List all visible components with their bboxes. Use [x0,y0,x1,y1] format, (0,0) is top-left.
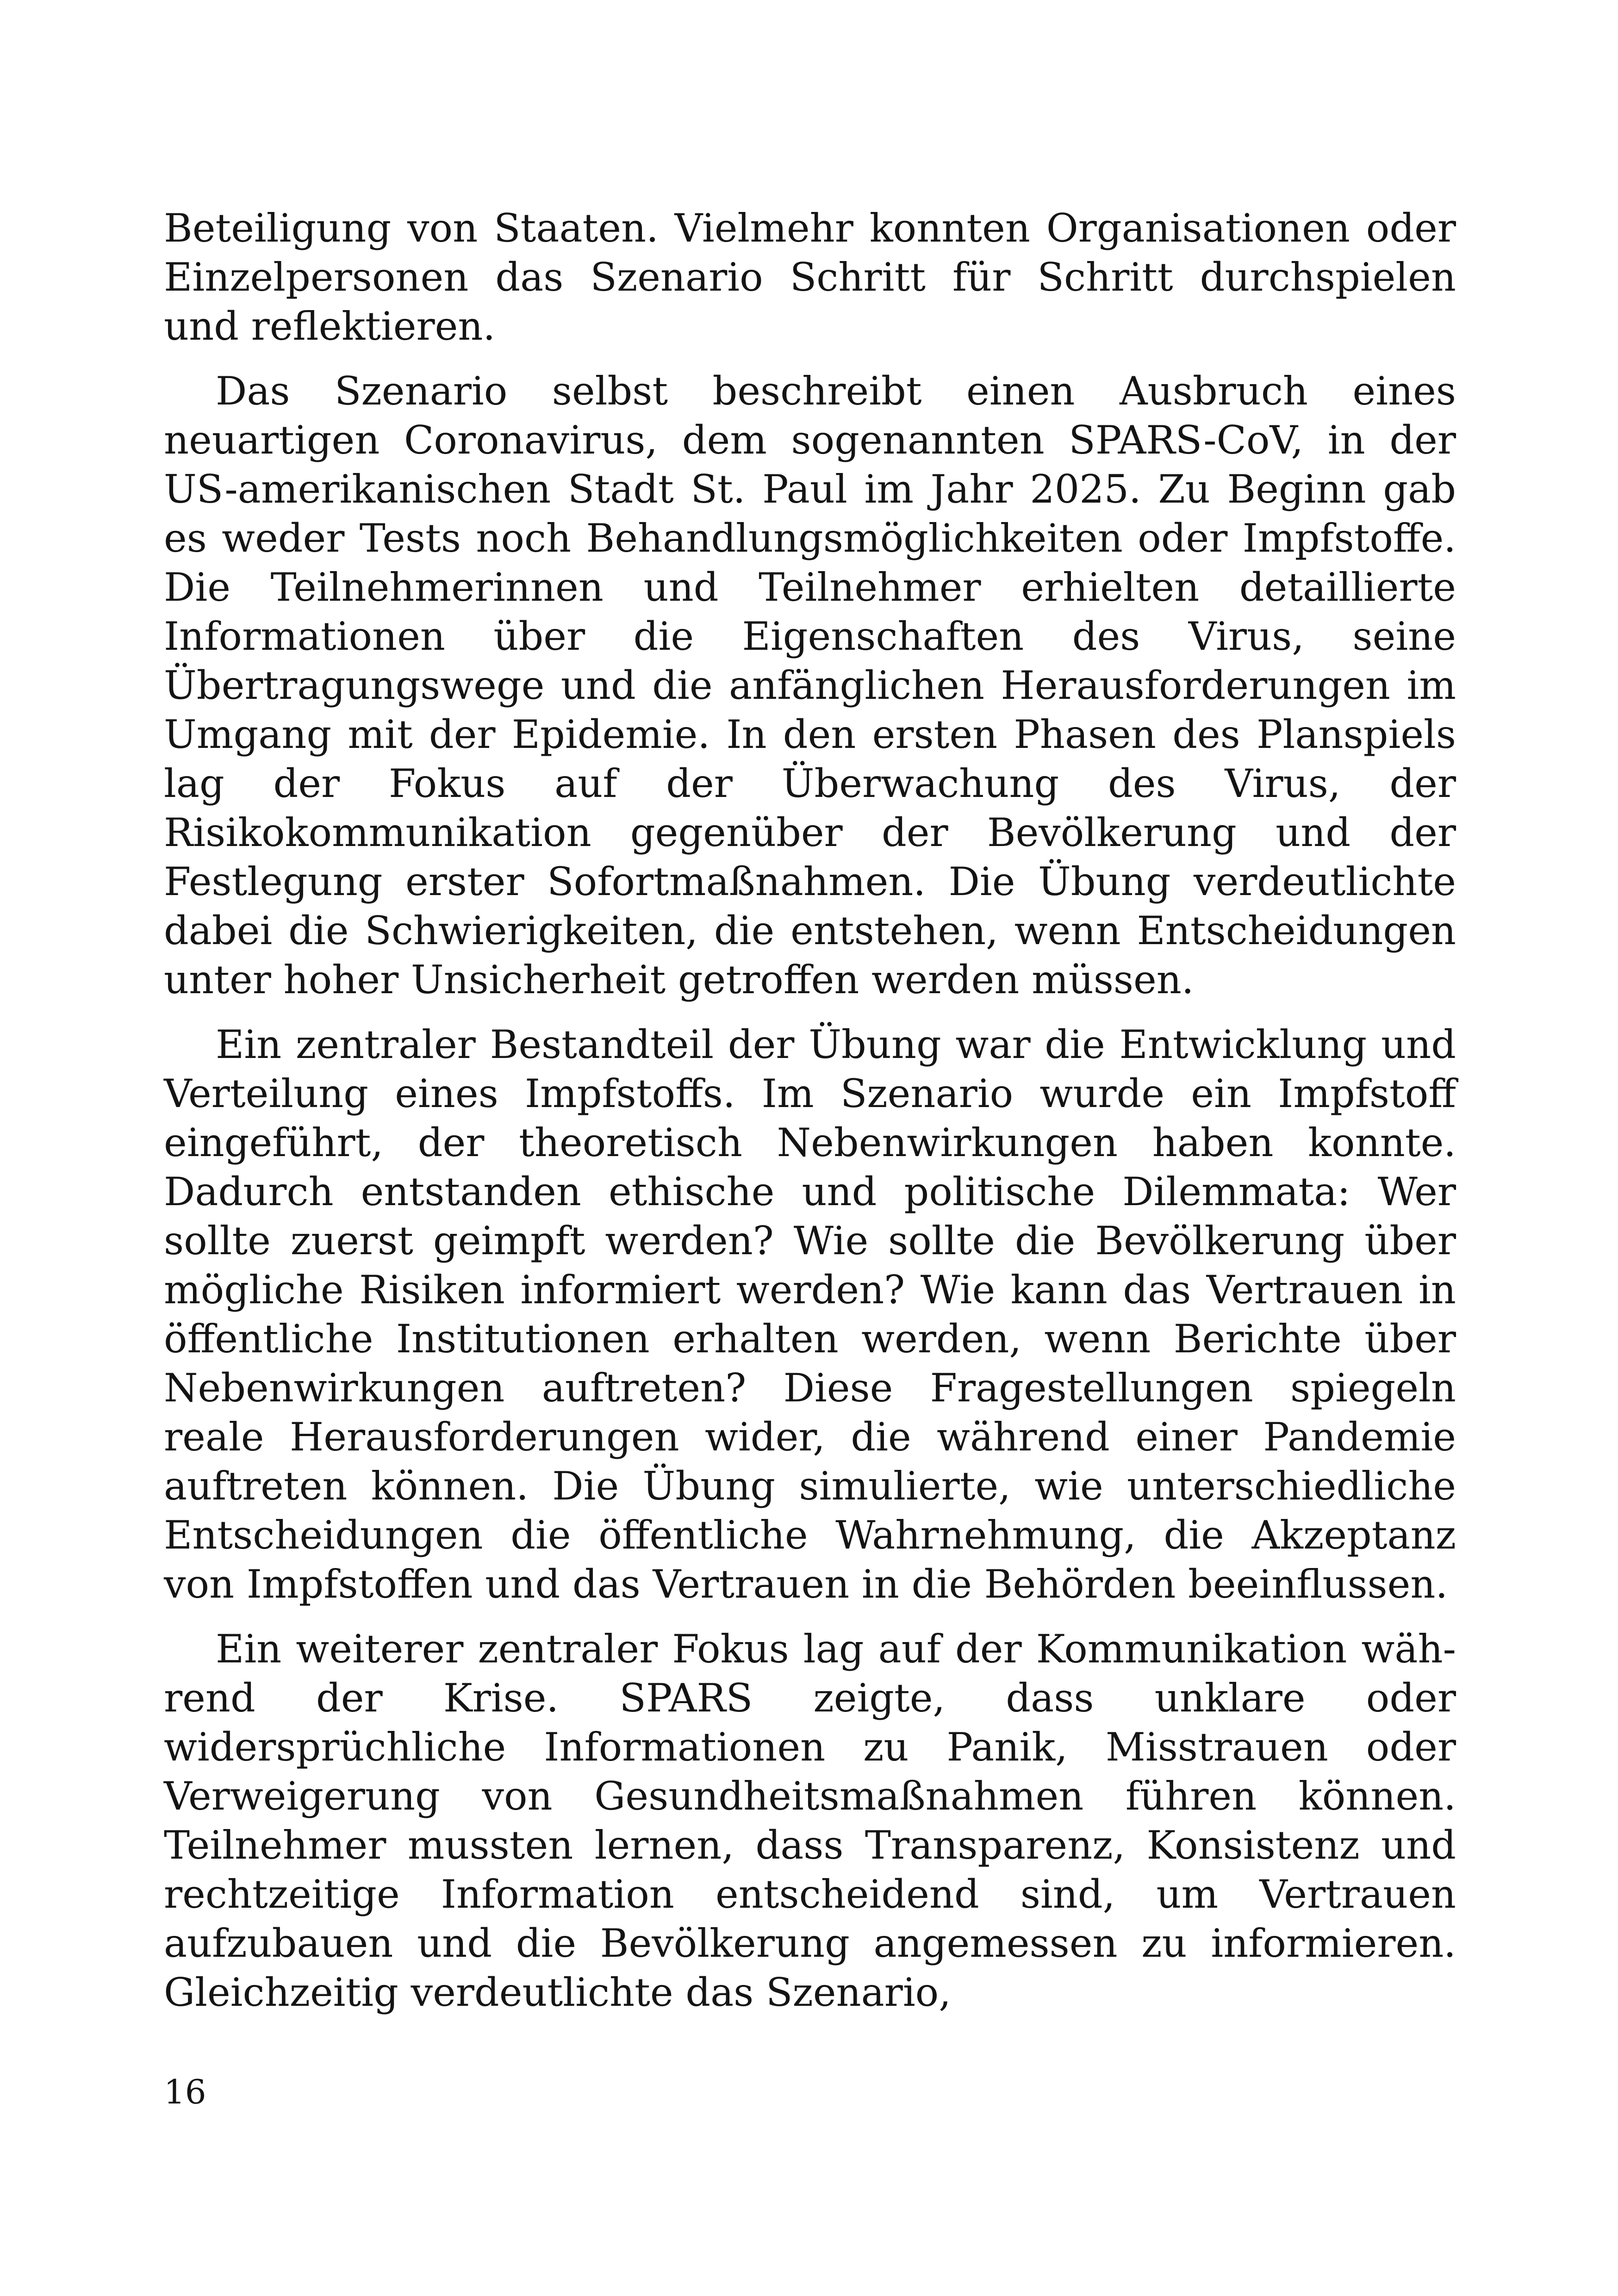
paragraph-communication: Ein weiterer zentraler Fokus lag auf der Kommunikation während der Krise. SPARS zeigte, dass unklare oder widersprüchliche Informationen zu Panik, Misstrauen oder Verweigerung von Gesundheitsmaßnahmen führen können. Teilnehmer mussten lernen, dass Transparenz, Konsistenz und rechtzeitige Information entscheidend sind, um Vertrauen aufzubauen und die Bevölkerung angemessen zu informieren. Gleichzeitig verdeutlichte das Szenario, [164,1626,1456,2015]
paragraph-vaccine: Ein zentraler Bestandteil der Übung war die Entwicklung und Verteilung eines Impfstoffs. Im Szenario wurde ein Impfstoff eingeführt, der theoretisch Nebenwirkungen haben konnte. Dadurch entstanden ethische und politische Dilemmata: Wer sollte zuerst geimpft werden? Wie sollte die Bevölkerung über mögliche Risiken informiert werden? Wie kann das Vertrauen in öffentliche Institutionen erhalten werden, wenn Berichte über Nebenwirkungen auftreten? Diese Fragestellungen spiegeln reale Herausforderungen wider, die während einer Pandemie auftreten können. Die Übung simulierte, wie unterschiedliche Entscheidungen die öffentliche Wahrnehmung, die Akzeptanz von Impfstoffen und das Vertrauen in die Behörden beeinflussen. [164,1022,1456,1607]
body-text [164,204,1456,2033]
paragraph-continued: Beteiligung von Staaten. Vielmehr konnten Organisationen oder Einzelpersonen das Szenario Schritt für Schritt durchspielen und reflektieren. [164,205,1456,349]
page-number: 16 [164,2072,206,2111]
paragraph-scenario: Das Szenario selbst beschreibt einen Ausbruch eines neuartigen Coronavirus, dem sogenannten SPARS-CoV, in der US-amerikanischen Stadt St. Paul im Jahr 2025. Zu Beginn gab es weder Tests noch Behandlungsmöglichkeiten oder Impfstoffe. Die Teilnehmerinnen und Teilnehmer erhielten detaillierte Informationen über die Eigenschaften des Virus, seine Übertragungswege und die anfänglichen Herausforderungen im Umgang mit der Epidemie. In den ersten Phasen des Planspiels lag der Fokus auf der Überwachung des Virus, der Risikokommunikation gegenüber der Bevölkerung und der Festlegung erster Sofortmaßnahmen. Die Übung verdeutlichte dabei die Schwierigkeiten, die entstehen, wenn Entscheidungen unter hoher Unsicherheit getroffen werden müssen. [164,368,1456,1002]
